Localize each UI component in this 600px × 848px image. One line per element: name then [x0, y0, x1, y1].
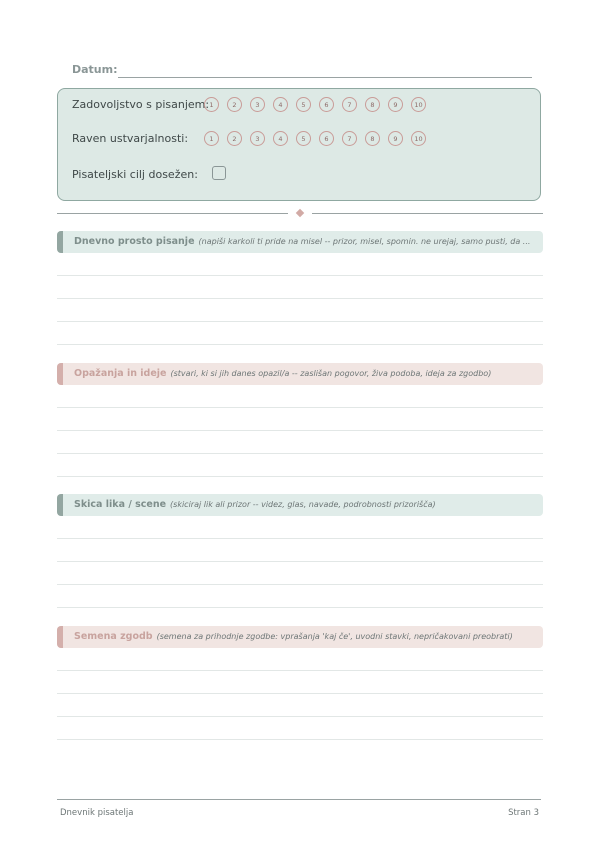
rating-circle[interactable]: 6 [319, 131, 334, 146]
section-accent-bar [57, 494, 63, 516]
section-title: Semena zgodb [74, 631, 153, 642]
writing-line[interactable] [57, 408, 543, 431]
section-observations [57, 363, 543, 477]
writing-line[interactable] [57, 299, 543, 322]
divider-line-left [57, 213, 288, 214]
writing-line[interactable] [57, 694, 543, 717]
rating-circle[interactable]: 4 [273, 131, 288, 146]
writing-line[interactable] [57, 385, 543, 408]
satisfaction-label: Zadovoljstvo s pisanjem: [72, 98, 210, 111]
writing-line[interactable] [57, 671, 543, 694]
date-label: Datum: [72, 63, 118, 76]
rating-circle[interactable]: 2 [227, 97, 242, 112]
divider-line-right [312, 213, 543, 214]
date-input-line[interactable] [118, 77, 532, 78]
section-description: (semena za prihodnje zgodbe: vprašanja 'kaj če', uvodni stavki, nepričakovani preobrati) [156, 632, 513, 641]
writing-line[interactable] [57, 585, 543, 608]
creativity-scale [204, 129, 434, 149]
footer-journal-title: Dnevnik pisatelja [60, 808, 134, 818]
creativity-label: Raven ustvarjalnosti: [72, 132, 189, 145]
section-freewriting [57, 231, 543, 345]
goal-checkbox[interactable] [212, 166, 226, 180]
rating-circle[interactable]: 1 [204, 97, 219, 112]
rating-circle[interactable]: 9 [388, 97, 403, 112]
writing-line[interactable] [57, 276, 543, 299]
writing-line[interactable] [57, 648, 543, 671]
section-accent-bar [57, 626, 63, 648]
rating-circle[interactable]: 8 [365, 97, 380, 112]
rating-circle[interactable]: 3 [250, 97, 265, 112]
writing-line[interactable] [57, 539, 543, 562]
writing-line[interactable] [57, 253, 543, 276]
section-title: Skica lika / scene [74, 499, 167, 510]
section-header [57, 231, 543, 253]
section-accent-bar [57, 363, 63, 385]
writing-line[interactable] [57, 717, 543, 740]
section-accent-bar [57, 231, 63, 253]
rating-circle[interactable]: 6 [319, 97, 334, 112]
section-header [57, 626, 543, 648]
goal-label: Pisateljski cilj dosežen: [72, 168, 198, 181]
rating-box [57, 88, 541, 201]
rating-circle[interactable]: 3 [250, 131, 265, 146]
section-story-seeds [57, 626, 543, 740]
writing-line[interactable] [57, 322, 543, 345]
section-title: Opažanja in ideje [74, 368, 167, 379]
rating-circle[interactable]: 2 [227, 131, 242, 146]
page-footer [57, 799, 541, 818]
section-description: (stvari, ki si jih danes opazil/a -- zaslišan pogovor, živa podoba, ideja za zgodbo) [170, 369, 492, 378]
rating-circle[interactable]: 7 [342, 131, 357, 146]
rating-circle[interactable]: 5 [296, 97, 311, 112]
satisfaction-scale [204, 95, 434, 115]
page-number: Stran 3 [508, 808, 539, 818]
rating-circle[interactable]: 7 [342, 97, 357, 112]
writing-line[interactable] [57, 562, 543, 585]
rating-circle[interactable]: 1 [204, 131, 219, 146]
rating-circle[interactable]: 4 [273, 97, 288, 112]
divider [57, 209, 543, 219]
rating-circle[interactable]: 5 [296, 131, 311, 146]
section-header [57, 363, 543, 385]
section-character-sketch [57, 494, 543, 608]
rating-circle[interactable]: 10 [411, 131, 426, 146]
date-row [72, 62, 532, 80]
writing-line[interactable] [57, 516, 543, 539]
writing-line[interactable] [57, 454, 543, 477]
rating-circle[interactable]: 9 [388, 131, 403, 146]
rating-circle[interactable]: 8 [365, 131, 380, 146]
section-header [57, 494, 543, 516]
section-description: (skiciraj lik ali prizor -- videz, glas, navade, podrobnosti prizorišča) [170, 500, 436, 509]
rating-circle[interactable]: 10 [411, 97, 426, 112]
writing-line[interactable] [57, 431, 543, 454]
section-description: (napiši karkoli ti pride na misel -- prizor, misel, spomin. ne urejaj, samo pusti, da ... [198, 237, 531, 246]
section-title: Dnevno prosto pisanje [74, 236, 195, 247]
diamond-ornament-icon [296, 209, 304, 217]
